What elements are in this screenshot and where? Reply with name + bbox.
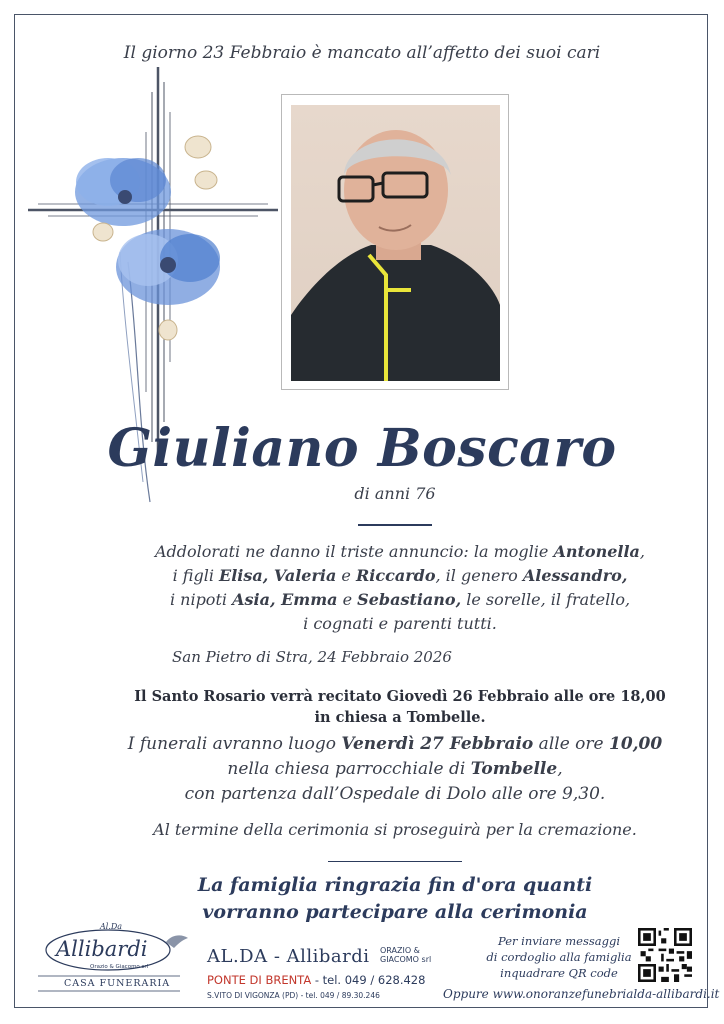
announcement-text: Addolorati ne danno il triste annuncio: la moglie Antonella, i figli Elisa, Valeria e Riccardo, il genero Alessandro, i nipoti Asia, Emma e Sebastiano, le sorelle, il fratello, i cognati e parenti tutti. — [155, 542, 645, 633]
logo-top-text: Al.Da — [100, 922, 123, 931]
rosary-info: Il Santo Rosario verrà recitato Giovedì 26 Febbraio alle ore 18,00 in chiesa a Tombelle. — [134, 688, 666, 726]
agency-ponte: PONTE DI BRENTA - tel. 049 / 628.428 — [207, 973, 426, 987]
divider-bottom — [328, 861, 462, 862]
funeral-info: I funerali avranno luogo Venerdì 27 Febbraio alle ore 10,00 nella chiesa parrocchiale di Tombelle, con partenza dall’Ospedale di Dolo alle ore 9,30. — [127, 734, 663, 804]
place-date: San Pietro di Stra, 24 Febbraio 2026 — [172, 648, 452, 666]
qr-message: Per inviare messaggi di cordoglio alla famiglia inquadrare QR code — [486, 934, 632, 980]
agency-sub: ORAZIO & GIACOMO srl — [380, 946, 432, 964]
agency-svito: S.VITO DI VIGONZA (PD) - tel. 049 / 89.30.246 — [207, 991, 380, 1000]
logo-caption: CASA FUNERARIA — [64, 978, 171, 989]
portrait-frame — [281, 94, 509, 390]
logo-brand-text: Allibardi — [56, 937, 148, 961]
deceased-name: Giuliano Boscaro — [107, 418, 617, 479]
logo-small-text: Orazio & Giacomo srl — [90, 964, 149, 970]
website-link[interactable]: Oppure www.onoranzefunebrialda-allibardi.it — [443, 987, 720, 1001]
agency-logo — [38, 920, 198, 1000]
qr-code-icon[interactable] — [638, 928, 692, 982]
family-thanks: La famiglia ringrazia fin d'ora quanti vorranno partecipare alla cerimonia — [197, 874, 593, 923]
agency-name: AL.DA - Allibardi — [207, 946, 370, 967]
deceased-age: di anni 76 — [354, 484, 436, 503]
cremation-info: Al termine della cerimonia si proseguirà per la cremazione. — [153, 820, 637, 839]
portrait-photo — [291, 105, 500, 381]
divider — [358, 524, 432, 526]
announcement-header: Il giorno 23 Febbraio è mancato all’affetto dei suoi cari — [123, 43, 601, 63]
